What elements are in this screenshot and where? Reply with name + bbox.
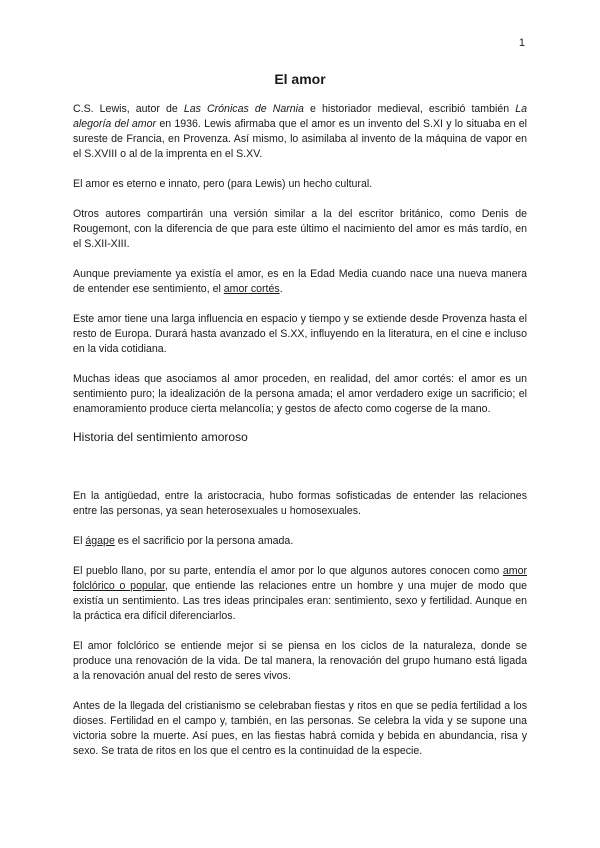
amor-cortes-link[interactable]: amor cortés: [223, 283, 280, 295]
book-title-narnia: Las Crónicas de Narnia: [183, 103, 304, 115]
paragraph-ciclos: El amor folclórico se entiende mejor si se piensa en los ciclos de la naturaleza, donde se produce una renovación de la vida. De tal manera, la renovación del grupo humano está ligada a la renovación anual del resto de seres vivos.: [73, 640, 527, 682]
page-number: 1: [518, 37, 525, 49]
agape-link[interactable]: ágape: [85, 535, 115, 547]
paragraph-eterno: El amor es eterno e innato, pero (para Lewis) un hecho cultural.: [73, 178, 373, 190]
paragraph-influencia: Este amor tiene una larga influencia en espacio y tiempo y se extiende desde Provenza hasta el resto de Europa. Durará hasta avanzado el S.XX, influyendo en la literatura, en el cine e incluso en la vida cotidiana.: [73, 313, 527, 355]
book-title-alegoria: La alegoría del amor: [73, 103, 528, 130]
intro-section: [73, 102, 527, 432]
amor-folclorico-link[interactable]: amor folclórico o popular: [73, 565, 527, 592]
paragraph-ideas: Muchas ideas que asociamos al amor proceden, en realidad, del amor cortés: el amor es un sentimiento puro; la idealización de la persona amada; el amor verdadero exige un sacrificio; el enamoramiento produce cierta melancolía; y gestos de afecto como cogerse de la mano.: [73, 373, 527, 415]
history-section: [73, 489, 527, 774]
paragraph-agape: El ágape es el sacrificio por la persona amada.: [73, 535, 294, 547]
paragraph-lewis: C.S. Lewis, autor de Las Crónicas de Narnia e historiador medieval, escribió también La alegoría del amor en 1936. Lewis afirmaba que el amor es un invento del S.XI y lo situaba en el sureste de Francia, en Provenza. Así mismo, lo asimilaba al invento de la máquina de vapor en el S.XVIII o al de la imprenta en el S.XV.: [73, 103, 528, 160]
paragraph-edad-media: Aunque previamente ya existía el amor, es en la Edad Media cuando nace una nueva manera de entender ese sentimiento, el amor cortés.: [73, 268, 527, 295]
paragraph-pueblo-llano: El pueblo llano, por su parte, entendía el amor por lo que algunos autores conocen como amor folclórico o popular, que entiende las relaciones entre un hombre y una mujer de modo que existía un sentimiento. Las tres ideas principales eran: sentimiento, sexo y fertilidad. Aunque en la práctica era difícil diferenciarlos.: [73, 565, 527, 622]
paragraph-rougemont: Otros autores compartirán una versión similar a la del escritor británico, como Denis de Rougemont, con la diferencia de que para este último el nacimiento del amor es más tardío, en el S.XII-XIII.: [73, 208, 527, 250]
document-title: El amor: [274, 71, 326, 87]
paragraph-antiguedad: En la antigüedad, entre la aristocracia, hubo formas sofisticadas de entender las relaciones entre las personas, ya sean heterosexuales u homosexuales.: [73, 490, 527, 517]
paragraph-cristianismo: Antes de la llegada del cristianismo se celebraban fiestas y ritos en que se pedía fertilidad a los dioses. Fertilidad en el campo y, también, en las personas. Se celebra la vida y se supone una victoria sobre la muerte. Así pues, en las fiestas habrá comida y bebida en abundancia, risa y sexo. Se trata de ritos en los que el centro es la continuidad de la especie.: [73, 700, 527, 757]
section-heading-historia: Historia del sentimiento amoroso: [73, 430, 248, 444]
